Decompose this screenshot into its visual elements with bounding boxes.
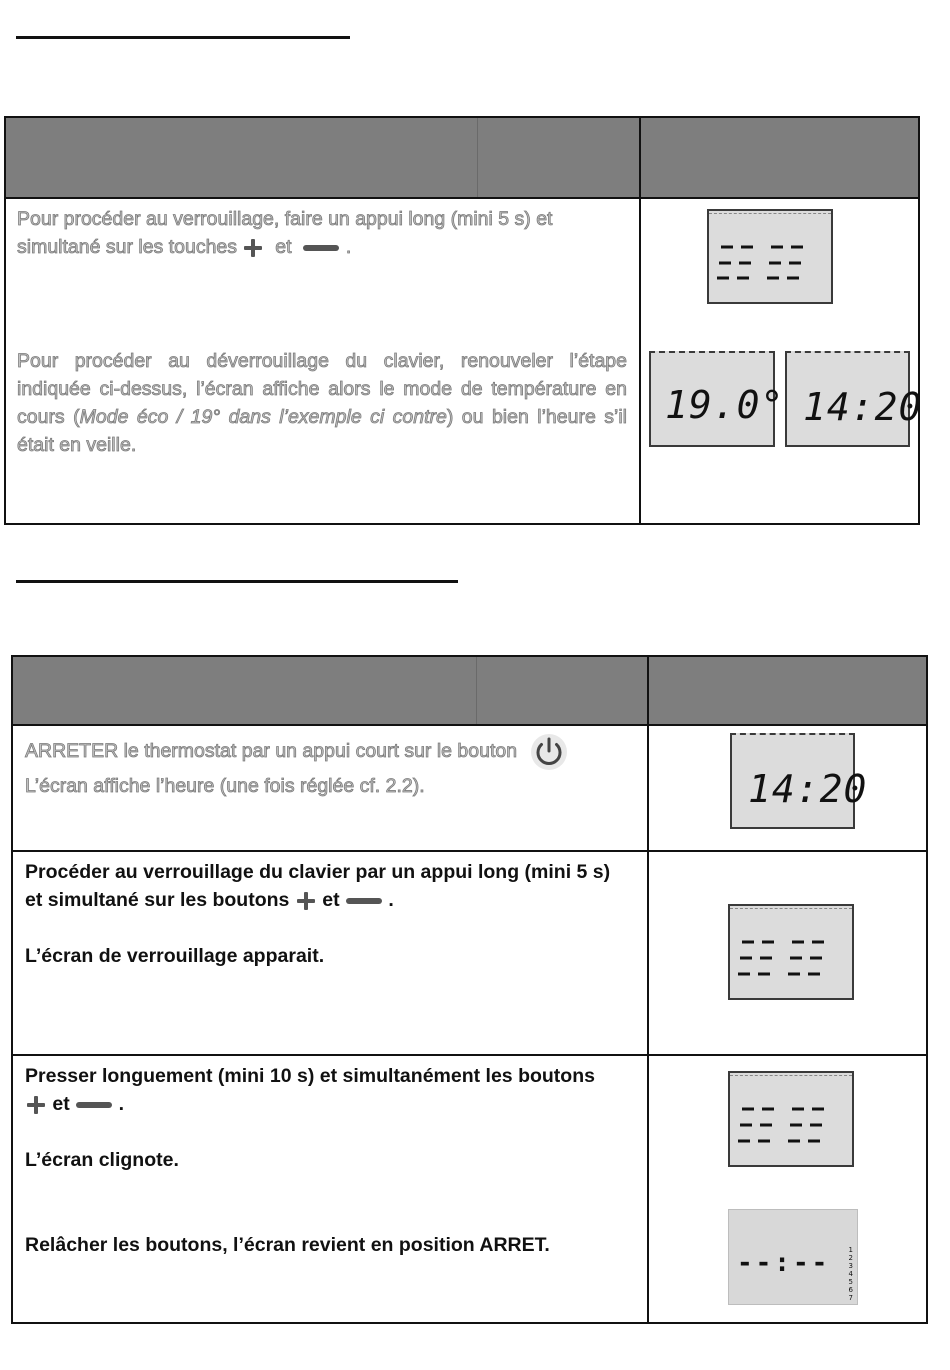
unlock-table-header-col3 (648, 656, 927, 725)
lock-screen-display-2 (728, 904, 854, 1000)
temperature-display (649, 351, 785, 447)
stop-clock-value: 14:20 (748, 767, 868, 811)
stop-clock-display (730, 733, 868, 829)
unlock-table-header-col2 (476, 656, 648, 725)
unlock-step-cell (12, 1055, 648, 1323)
day-list: 1 2 3 4 5 6 7 (848, 1246, 853, 1302)
off-value: --:-- (737, 1248, 831, 1278)
plus-icon (242, 237, 264, 259)
moon-icon (677, 429, 691, 445)
lock-screen-display (707, 209, 833, 304)
unlock-paragraph: Pour procéder au déverrouillage du clavier, renouveler l’étape indiquée ci-dessus, l’écran affiche alors le mode de température en cours (Mode éco / 19° dans l’exemple ci contre) ou bien l’heure s’il était en veille. (17, 350, 627, 456)
lock-table-header-col1 (5, 117, 477, 198)
lock-table (4, 116, 923, 525)
minus-icon (345, 894, 383, 908)
section-heading-rule-1 (16, 36, 350, 39)
off-display (728, 1209, 858, 1305)
lock-paragraph: Pour procéder au verrouillage, faire un appui long (mini 5 s) et simultané sur les touches et . (17, 208, 553, 258)
section-heading-rule-2 (16, 580, 458, 583)
lock-step-cell (12, 851, 648, 1055)
lock-table-header-col2 (477, 117, 640, 198)
clock-display (785, 351, 923, 447)
plus-icon (295, 890, 317, 912)
stop-step-text: ARRETER le thermostat par un appui court sur le bouton L’écran affiche l’heure (une fois réglée cf. 2.2). (25, 732, 637, 800)
stop-step-cell (12, 725, 648, 851)
lock-screen-display-3 (728, 1071, 854, 1167)
lock-table-header-col3 (640, 117, 919, 198)
unlock-step-text: Presser longuement (mini 10 s) et simultanément les boutons et . L’écran clignote. Relâcher les boutons, l’écran revient en position ARRET. (25, 1065, 595, 1256)
lock-dashes-icon (709, 211, 831, 302)
lock-dashes-icon (730, 906, 852, 998)
lock-dashes-icon (730, 1073, 852, 1165)
temperature-value: 19.0° (665, 383, 785, 427)
minus-icon (302, 241, 340, 255)
unlock-table-header-col1 (12, 656, 476, 725)
clock-value: 14:20 (803, 385, 923, 429)
power-icon (529, 732, 569, 772)
lock-step-text: Procéder au verrouillage du clavier par un appui long (mini 5 s) et simultané sur les boutons et . L’écran de verrouillage apparait. (25, 861, 611, 967)
plus-icon (25, 1094, 47, 1116)
lock-instructions-cell (5, 198, 640, 524)
minus-icon (75, 1098, 113, 1112)
